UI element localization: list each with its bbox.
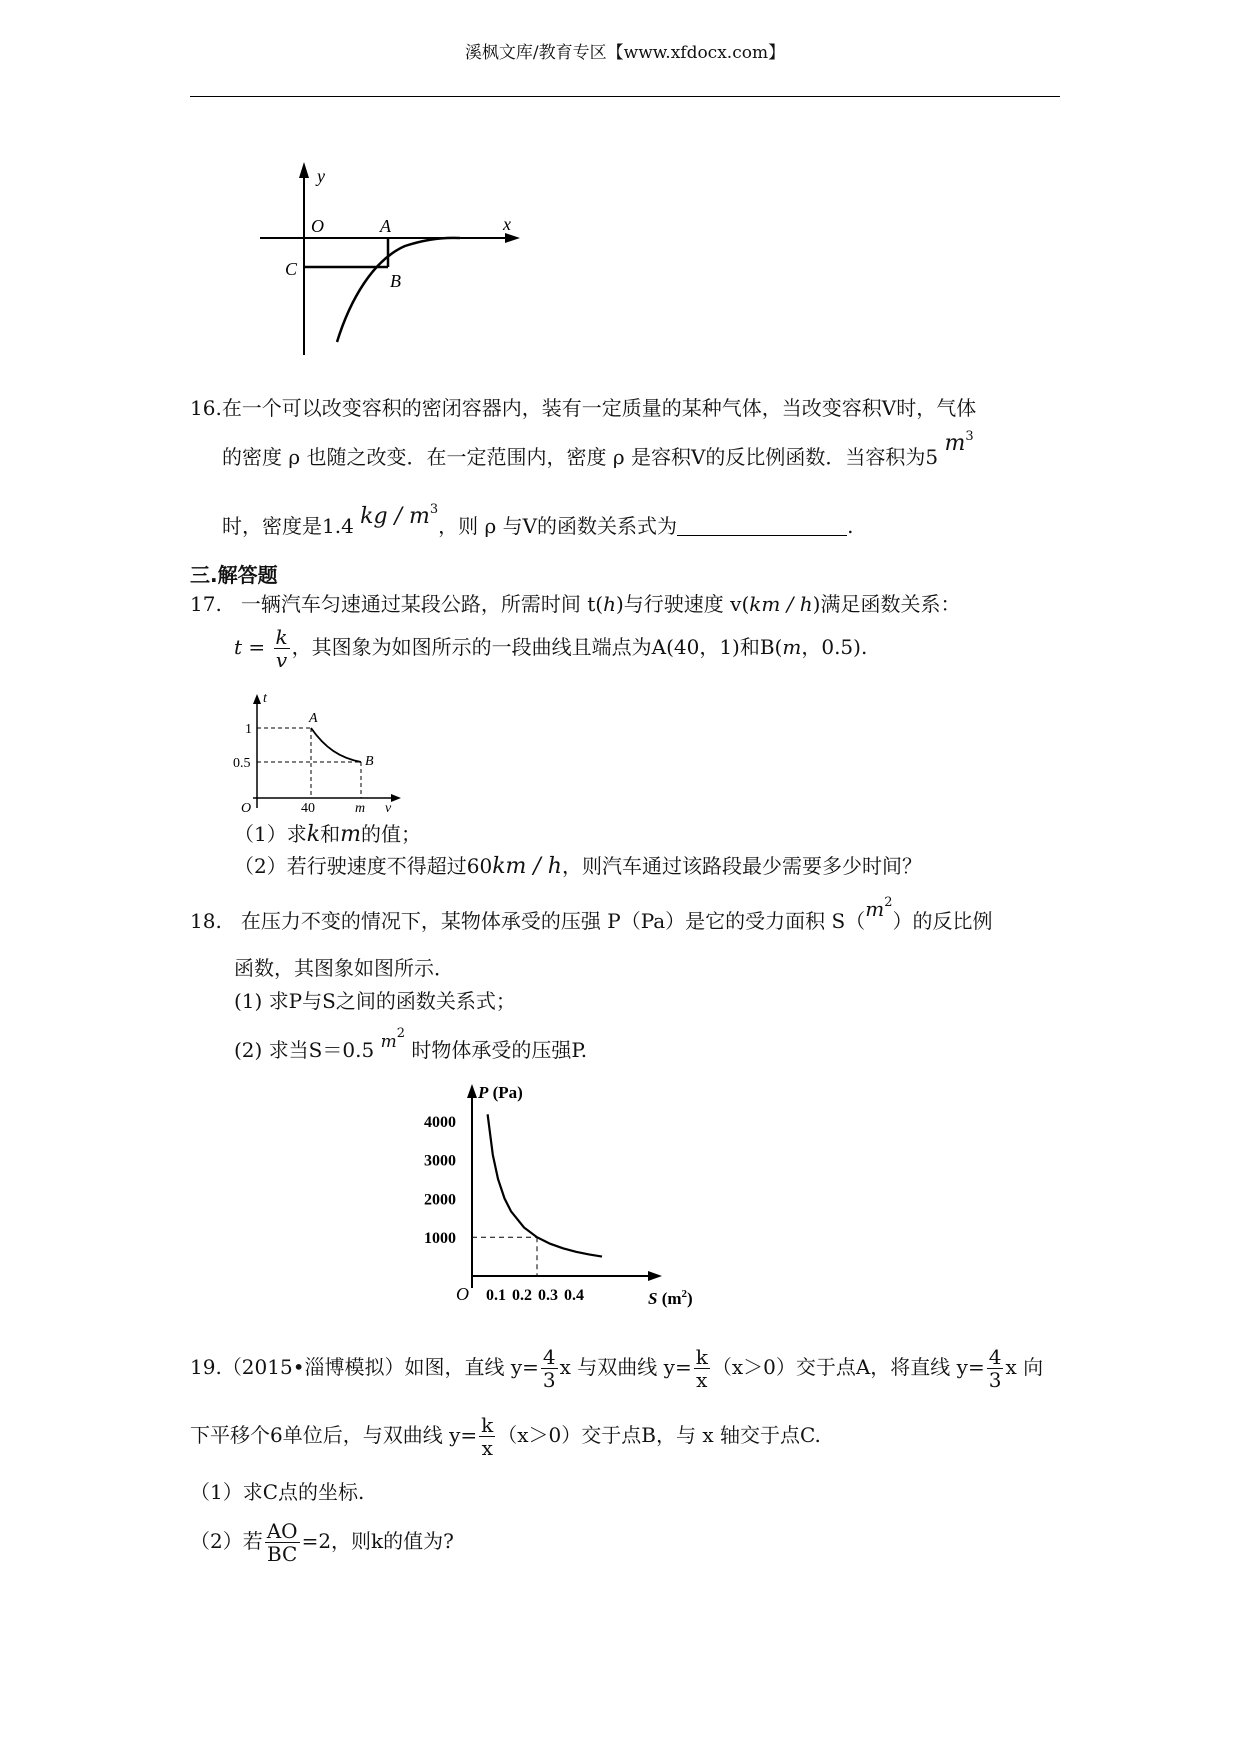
chart1-label-o: O — [241, 801, 252, 815]
q17-sub1 — [234, 820, 421, 849]
q19-sub1 — [190, 1478, 364, 1506]
q17-number: 17. — [190, 592, 222, 616]
chart1-tick-40: 40 — [301, 801, 315, 815]
q19-line1 — [190, 1344, 1043, 1391]
chart2-y-arrow — [467, 1084, 477, 1098]
chart1-label-t: t — [263, 691, 267, 706]
q19-text1d: x 向 — [1005, 1355, 1044, 1379]
chart1-label-v: v — [385, 801, 392, 815]
label-o: O — [311, 216, 324, 236]
q19-line2 — [190, 1412, 821, 1459]
q17-m: m — [782, 635, 802, 659]
q16-text3a: 时，密度是1.4 — [222, 514, 354, 538]
q18-sub1 — [234, 987, 516, 1015]
q17-text1c: )满足函数关系： — [812, 592, 961, 616]
q18-text1b: ）的反比例 — [892, 909, 993, 933]
y-tick-4000: 4000 — [424, 1113, 456, 1131]
q19-sub1-text: （1）求C点的坐标. — [190, 1480, 365, 1504]
label-a: A — [380, 216, 391, 236]
q16-number: 16. — [190, 396, 222, 420]
q19-num-k: k — [695, 1345, 708, 1369]
q17-line1 — [190, 590, 960, 618]
label-x: x — [503, 214, 511, 234]
q18-text2: 函数，其图象如图所示． — [234, 956, 454, 980]
q19-den-3: 3 — [542, 1368, 556, 1392]
y-tick-2000: 2000 — [424, 1191, 456, 1209]
q17-sub1a: （1）求 — [234, 822, 307, 846]
q16-unit-m: m — [944, 431, 966, 456]
q16-text3b: ，则 ρ 与V的函数关系式为 — [438, 514, 678, 538]
pressure-curve — [488, 1114, 602, 1256]
q19-text1c: （x＞0）交于点A，将直线 y= — [711, 1355, 985, 1379]
x-tick-0.4: 0.4 — [564, 1287, 584, 1304]
q17-m2: m — [340, 822, 361, 847]
chart1-x-arrow — [391, 794, 401, 802]
q19-num-ao: AO — [266, 1519, 298, 1543]
q17-k: k — [306, 822, 321, 847]
q19-number: 19. — [190, 1355, 222, 1379]
q18-sub1-text: (1) 求P与S之间的函数关系式； — [234, 989, 516, 1013]
q19-frac-ao-bc — [265, 1520, 300, 1565]
q18-unit-exp: 2 — [884, 895, 893, 910]
q17-frac-num: k — [275, 625, 288, 649]
chart2-xlabel: S $(m^2)$ — [648, 1288, 693, 1308]
answer-blank — [677, 515, 847, 536]
q18-sub2 — [234, 1026, 588, 1068]
chart1-label-a: A — [309, 711, 318, 726]
q19-sub2b: =2，则k的值为? — [301, 1529, 454, 1553]
figure-hyperbola-abc — [255, 160, 530, 360]
chart2-ylabel: P (Pa) — [478, 1083, 523, 1102]
x-tick-0.1: 0.1 — [486, 1287, 506, 1304]
x-axis-arrow — [505, 233, 520, 243]
q18-unit-m: m — [865, 897, 885, 921]
y-tick-1000: 1000 — [424, 1230, 456, 1248]
q18-text1a: 在压力不变的情况下，某物体承受的压强 P（Pa）是它的受力面积 S（ — [240, 909, 866, 933]
q17-kmh: km / h — [749, 592, 813, 616]
y-tick-3000: 3000 — [424, 1152, 456, 1170]
q17-h: h — [603, 592, 616, 616]
chart2-label-o: O — [456, 1284, 469, 1304]
q17-sub1b: 和 — [320, 822, 341, 846]
q17-fraction — [274, 626, 290, 671]
chart1-y-arrow — [253, 694, 261, 704]
q17-line2 — [234, 624, 867, 671]
chart2-x-arrow — [648, 1271, 662, 1281]
label-b: B — [390, 271, 401, 291]
q19-den-x: x — [696, 1368, 708, 1392]
q17-text1b: )与行驶速度 v( — [615, 592, 750, 616]
chart-t-v — [225, 690, 405, 815]
q16-line2 — [222, 429, 974, 475]
q16-unit-exp: 3 — [965, 429, 974, 444]
q16-text2: 的密度 ρ 也随之改变．在一定范围内，密度 ρ 是容积V的反比例函数．当容积为5 — [222, 445, 939, 469]
header-rule — [190, 96, 1060, 97]
q19-text2b: （x＞0）交于点B，与 x 轴交于点C. — [497, 1423, 821, 1447]
q17-text2b: ，0.5). — [801, 635, 868, 659]
q19-frac-kx2 — [479, 1414, 495, 1459]
page-header: 溪枫文库/教育专区【www.xfdocx.com】 — [464, 43, 786, 63]
chart1-tick-m: m — [355, 801, 366, 815]
q17-kmh2: km / h — [492, 854, 562, 879]
q19-den-3b: 3 — [988, 1368, 1002, 1392]
q16-unit-kg-exp: 3 — [429, 502, 439, 517]
section-title: 三.解答题 — [190, 563, 278, 587]
q18-unit-exp-b: 2 — [396, 1026, 405, 1041]
curve-ab — [311, 728, 361, 762]
q17-sub2a: （2）若行驶速度不得超过60 — [234, 854, 493, 878]
chart1-tick-1: 1 — [245, 722, 252, 737]
q19-sub2a: （2）若 — [190, 1529, 263, 1553]
q19-num-k2: k — [481, 1413, 494, 1437]
q18-sub2a: (2) 求当S＝0.5 — [234, 1038, 375, 1062]
q19-frac-kx — [694, 1346, 710, 1391]
chart1-label-b: B — [365, 754, 374, 769]
q16-line3 — [222, 502, 854, 544]
label-y: y — [317, 166, 325, 186]
q19-text1b: x 与双曲线 y= — [559, 1355, 692, 1379]
q17-sub2 — [234, 852, 922, 881]
y-axis-arrow — [299, 162, 309, 178]
q17-sub1c: 的值； — [360, 822, 421, 846]
q17-t-var: t = — [234, 635, 266, 659]
x-tick-0.2: 0.2 — [512, 1287, 532, 1304]
q18-unit-m-b: m — [380, 1032, 397, 1052]
q19-text2a: 下平移个6单位后，与双曲线 y= — [190, 1423, 478, 1447]
q16-text1: 在一个可以改变容积的密闭容器内，装有一定质量的某种气体，当改变容积V时，气体 — [221, 396, 977, 420]
q16-line1 — [190, 394, 976, 422]
q19-frac-43b — [987, 1346, 1004, 1391]
q17-frac-den: v — [275, 648, 288, 672]
q16-text3c: . — [847, 514, 854, 538]
q19-num-4: 4 — [542, 1345, 556, 1369]
label-c: C — [285, 259, 298, 279]
q19-num-4b: 4 — [988, 1345, 1002, 1369]
q19-frac-43 — [541, 1346, 558, 1391]
q19-sub2 — [190, 1518, 454, 1565]
q18-number: 18. — [190, 909, 222, 933]
q17-text2a: ，其图象为如图所示的一段曲线且端点为A(40，1)和B( — [291, 635, 783, 659]
q18-line1 — [190, 895, 993, 939]
q18-sub2b: 时物体承受的压强P. — [411, 1038, 588, 1062]
q17-sub2b: ，则汽车通过该路段最少需要多少时间？ — [561, 854, 922, 878]
x-tick-0.3: 0.3 — [538, 1287, 558, 1304]
chart1-tick-05: 0.5 — [233, 756, 251, 771]
q19-text1a: （2015•淄博模拟）如图，直线 y= — [221, 1355, 539, 1379]
q17-text1a: 一辆汽车匀速通过某段公路，所需时间 t( — [240, 592, 604, 616]
q19-den-x2: x — [481, 1436, 493, 1460]
q16-unit-kg: kg / m — [360, 504, 430, 529]
q19-den-bc: BC — [266, 1542, 298, 1566]
chart-p-s — [420, 1078, 720, 1313]
q18-line2 — [234, 954, 454, 982]
